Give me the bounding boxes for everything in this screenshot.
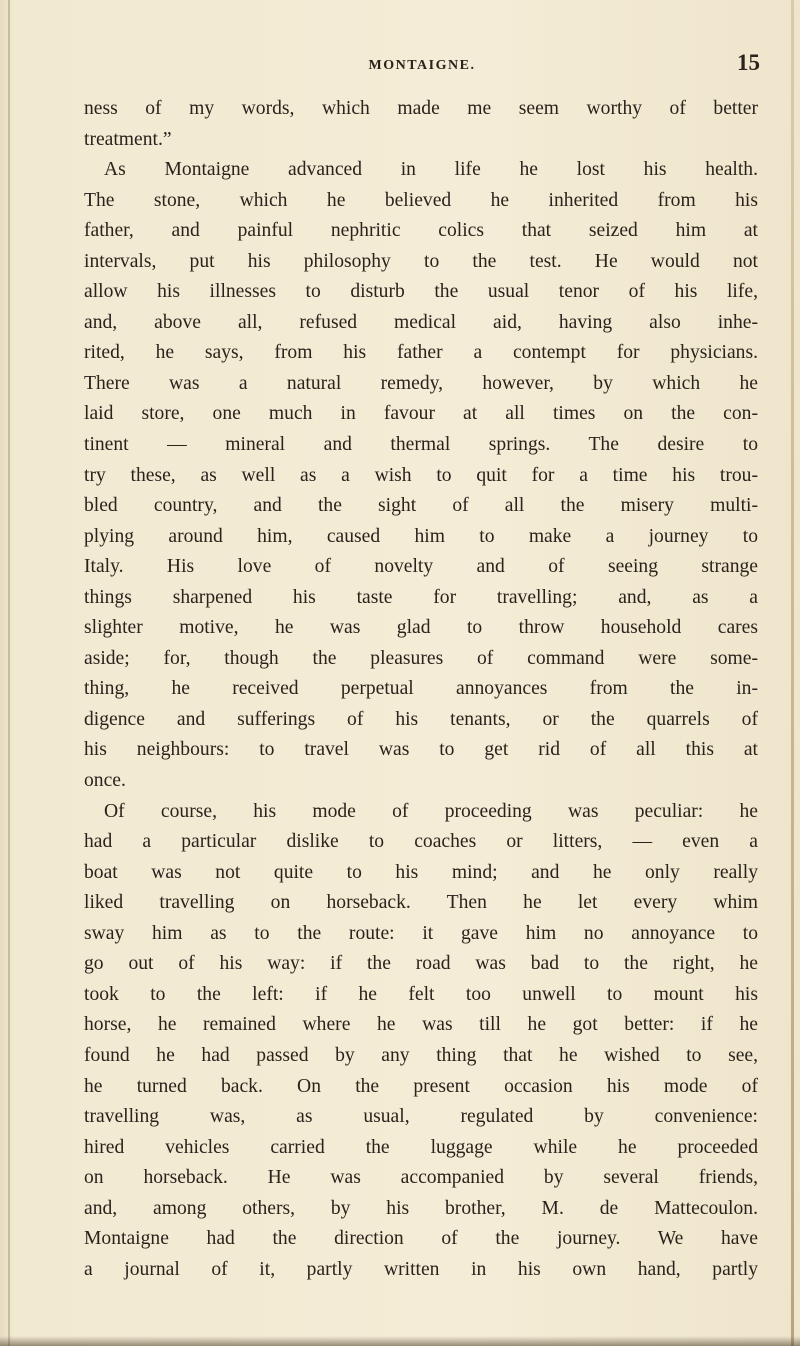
text-line: aside; for, though the pleasures of command were some- bbox=[84, 647, 758, 669]
text-line: his neighbours: to travel was to get rid of all this at bbox=[84, 739, 758, 761]
body-text bbox=[84, 94, 758, 1285]
text-line: rited, he says, from his father a contempt for physicians. bbox=[84, 342, 758, 364]
text-line: bled country, and the sight of all the misery multi- bbox=[84, 495, 758, 517]
text-line: hired vehicles carried the luggage while he proceeded bbox=[84, 1136, 758, 1158]
text-line: intervals, put his philosophy to the test. He would not bbox=[84, 250, 758, 272]
text-line: Of course, his mode of proceeding was peculiar: he bbox=[104, 800, 758, 822]
text-line: laid store, one much in favour at all times on the con- bbox=[84, 403, 758, 425]
text-line: sway him as to the route: it gave him no annoyance to bbox=[84, 922, 758, 944]
text-line: treatment.” bbox=[84, 128, 172, 150]
text-line: had a particular dislike to coaches or litters, — even a bbox=[84, 831, 758, 853]
text-line: boat was not quite to his mind; and he only really bbox=[84, 861, 758, 883]
text-line: try these, as well as a wish to quit for a time his trou- bbox=[84, 464, 758, 486]
text-line: The stone, which he believed he inherited from his bbox=[84, 189, 758, 211]
page-edge bbox=[791, 0, 794, 1346]
running-head: MONTAIGNE. bbox=[368, 58, 476, 73]
text-line: once. bbox=[84, 770, 126, 792]
text-line: and, above all, refused medical aid, having also inhe- bbox=[84, 311, 758, 333]
page-header bbox=[84, 50, 760, 80]
text-line: horse, he remained where he was till he got better: if he bbox=[84, 1014, 758, 1036]
text-line: liked travelling on horseback. Then he let every whim bbox=[84, 892, 758, 914]
text-line: allow his illnesses to disturb the usual tenor of his life, bbox=[84, 281, 758, 303]
text-line: tinent — mineral and thermal springs. The desire to bbox=[84, 434, 758, 456]
text-line: digence and sufferings of his tenants, or the quarrels of bbox=[84, 708, 758, 730]
text-line: Italy. His love of novelty and of seeing strange bbox=[84, 556, 758, 578]
text-line: and, among others, by his brother, M. de Mattecoulon. bbox=[84, 1197, 758, 1219]
text-line: father, and painful nephritic colics that seized him at bbox=[84, 220, 758, 242]
page-gutter bbox=[8, 0, 10, 1346]
text-line: go out of his way: if the road was bad to the right, he bbox=[84, 953, 758, 975]
page-bottom-shadow bbox=[0, 1336, 800, 1346]
text-line: he turned back. On the present occasion his mode of bbox=[84, 1075, 758, 1097]
text-line: thing, he received perpetual annoyances from the in- bbox=[84, 678, 758, 700]
text-line: Montaigne had the direction of the journey. We have bbox=[84, 1228, 758, 1250]
text-line: ness of my words, which made me seem worthy of better bbox=[84, 98, 758, 119]
text-line: things sharpened his taste for travelling; and, as a bbox=[84, 586, 758, 608]
text-line: There was a natural remedy, however, by which he bbox=[84, 372, 758, 394]
text-line: on horseback. He was accompanied by several friends, bbox=[84, 1167, 758, 1189]
text-line: a journal of it, partly written in his own hand, partly bbox=[84, 1258, 758, 1280]
text-line: As Montaigne advanced in life he lost his health. bbox=[104, 159, 758, 181]
text-line: found he had passed by any thing that he wished to see, bbox=[84, 1044, 758, 1066]
text-line: travelling was, as usual, regulated by convenience: bbox=[84, 1106, 758, 1128]
text-line: plying around him, caused him to make a journey to bbox=[84, 525, 758, 547]
text-line: took to the left: if he felt too unwell to mount his bbox=[84, 983, 758, 1005]
text-line: slighter motive, he was glad to throw household cares bbox=[84, 617, 758, 639]
page-number: 15 bbox=[737, 50, 760, 75]
